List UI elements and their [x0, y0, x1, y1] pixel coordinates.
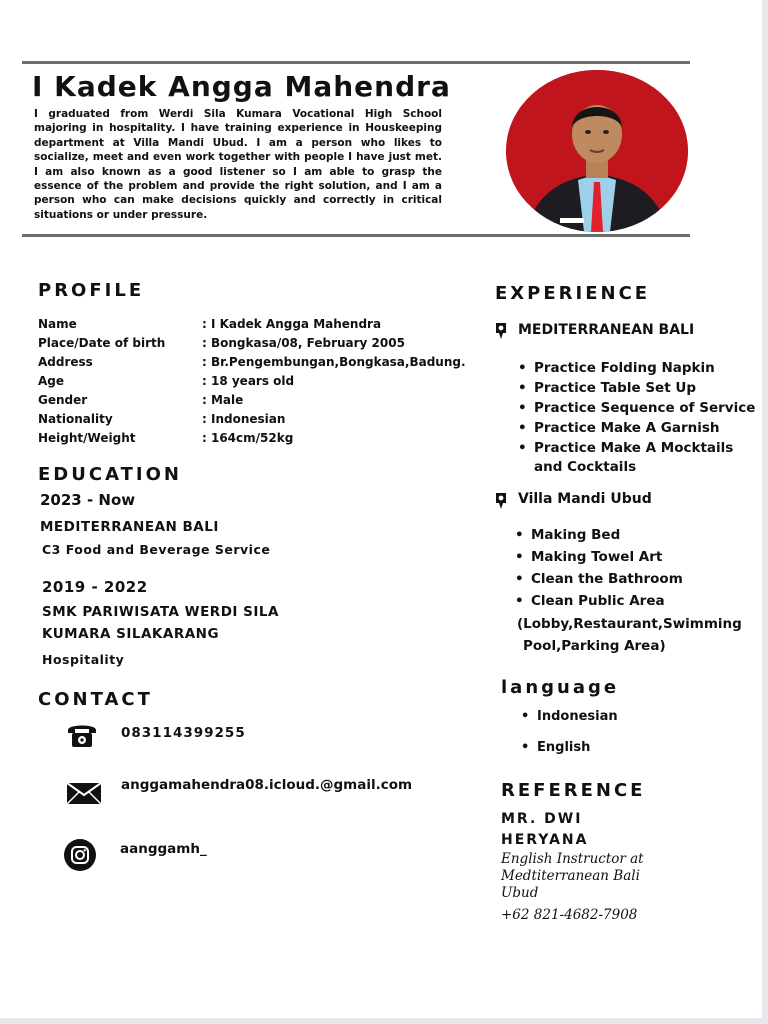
reference-role-line3: Ubud — [501, 885, 539, 901]
reference-heading: REFERENCE — [501, 780, 646, 801]
phone-icon — [66, 722, 98, 748]
experience-item: • Practice Make A Garnish — [534, 420, 720, 436]
experience-item: • Practice Sequence of Service — [534, 400, 755, 416]
profile-row-nationality — [38, 412, 285, 426]
language-item: • Indonesian — [537, 709, 618, 724]
profile-value: : Male — [202, 393, 244, 407]
reference-name: MR. DWI — [501, 811, 583, 827]
profile-heading: PROFILE — [38, 280, 145, 301]
education-school: MEDITERRANEAN BALI — [40, 519, 219, 535]
page-edge-bottom — [0, 1018, 768, 1024]
experience-item: • Making Bed — [531, 527, 620, 543]
profile-label: Age — [38, 374, 65, 388]
experience-item: • Practice Table Set Up — [534, 380, 696, 396]
reference-role: English Instructor at — [501, 851, 644, 867]
header-bottom-divider — [22, 234, 690, 237]
profile-label: Height/Weight — [38, 431, 136, 445]
contact-email[interactable]: anggamahendra08.icloud.@gmail.com — [121, 777, 413, 793]
contact-heading: CONTACT — [38, 689, 153, 710]
profile-label: Gender — [38, 393, 88, 407]
experience-item-continuation: and Cocktails — [534, 459, 637, 475]
person-portrait-illustration — [506, 70, 688, 232]
reference-role-line2: Medtiterranean Bali — [501, 868, 640, 884]
profile-label: Nationality — [38, 412, 113, 426]
profile-row-name — [38, 317, 381, 331]
experience-item: • Clean the Bathroom — [531, 571, 683, 587]
education-years: 2023 - Now — [40, 491, 136, 509]
profile-value: : Br.Pengembungan,Bongkasa,Badung. — [202, 355, 466, 369]
language-item: • English — [537, 740, 590, 755]
page-edge-right — [762, 0, 768, 1024]
education-school: SMK PARIWISATA WERDI SILA — [42, 604, 279, 620]
reference-name-line2: HERYANA — [501, 832, 589, 848]
instagram-icon — [63, 838, 97, 872]
profile-label: Address — [38, 355, 93, 369]
experience-item-continuation: Pool,Parking Area) — [523, 638, 666, 654]
location-pin-icon — [495, 322, 507, 340]
experience-place: MEDITERRANEAN BALI — [518, 322, 695, 338]
profile-value: : Indonesian — [202, 412, 286, 426]
profile-value: : Bongkasa/08, February 2005 — [202, 336, 405, 350]
language-heading: language — [501, 677, 620, 698]
education-program: C3 Food and Beverage Service — [42, 542, 271, 557]
profile-row-height-weight — [38, 431, 293, 445]
experience-heading: EXPERIENCE — [495, 283, 651, 304]
education-program: Hospitality — [42, 652, 125, 667]
experience-item-continuation: (Lobby,Restaurant,Swimming — [517, 616, 742, 632]
experience-item: • Practice Make A Mocktails — [534, 440, 733, 456]
profile-row-address — [38, 355, 466, 369]
education-heading: EDUCATION — [38, 464, 182, 485]
candidate-name: I Kadek Angga Mahendra — [32, 70, 451, 103]
experience-item: • Making Towel Art — [531, 549, 662, 565]
profile-label: Place/Date of birth — [38, 336, 166, 350]
experience-place: Villa Mandi Ubud — [518, 491, 652, 507]
profile-value: : 18 years old — [202, 374, 295, 388]
profile-value: : 164cm/52kg — [202, 431, 294, 445]
contact-phone[interactable]: 083114399255 — [121, 725, 246, 741]
education-school-line2: KUMARA SILAKARANG — [42, 626, 220, 642]
reference-phone[interactable]: +62 821-4682-7908 — [501, 907, 638, 923]
location-pin-icon — [495, 492, 507, 510]
email-icon — [66, 780, 102, 806]
profile-label: Name — [38, 317, 77, 331]
profile-row-birth — [38, 336, 405, 350]
experience-item: • Practice Folding Napkin — [534, 360, 715, 376]
summary-paragraph: I graduated from Werdi Sila Kumara Vocational High School majoring in hospitality. I have training experience in Houskeeping department at Villa Mandi Ubud. I am a person who likes to socialize, meet and even work together with people I have just met. I am also known as a good listener so I am able to grasp the essence of the problem and provide the right solution, and I am a person who can make decisions quickly and correctly in critical situations or under pressure. — [34, 108, 442, 221]
profile-row-age — [38, 374, 294, 388]
profile-row-gender — [38, 393, 243, 407]
education-years: 2019 - 2022 — [42, 578, 148, 596]
contact-instagram[interactable]: aanggamh_ — [120, 841, 207, 857]
profile-photo — [506, 70, 688, 232]
top-divider — [22, 61, 690, 64]
experience-item: • Clean Public Area — [531, 593, 665, 609]
profile-value: : I Kadek Angga Mahendra — [202, 317, 382, 331]
